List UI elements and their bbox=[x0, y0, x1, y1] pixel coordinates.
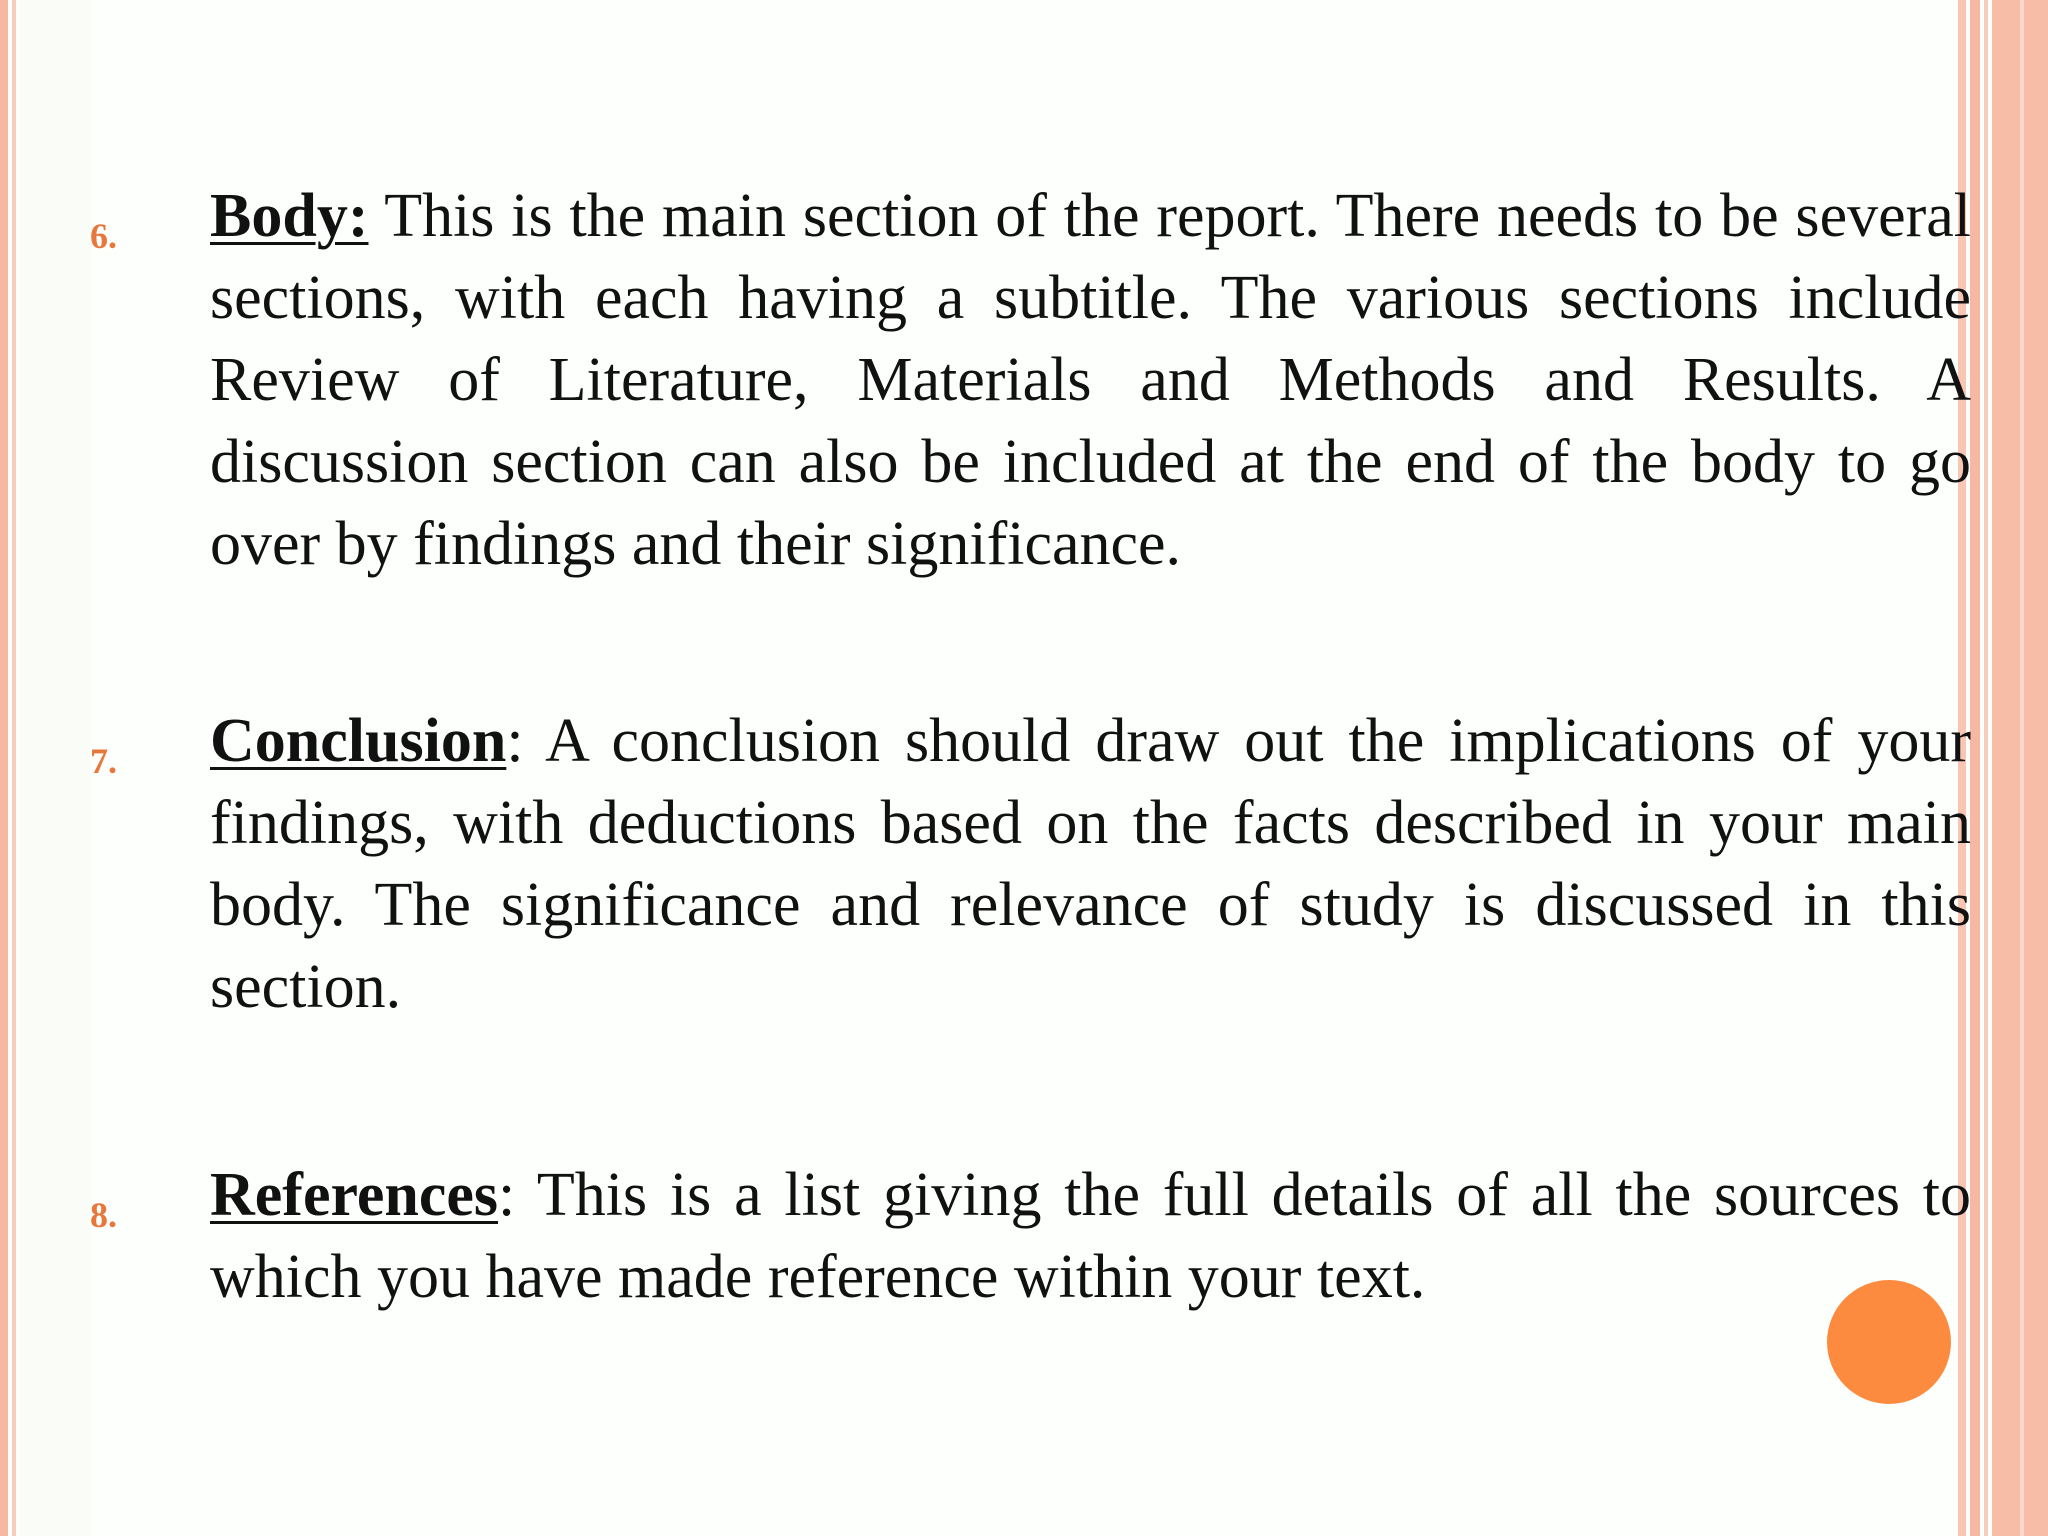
left-border-stripe bbox=[0, 0, 8, 1536]
list-item-conclusion bbox=[90, 700, 1971, 1028]
left-margin-band bbox=[20, 0, 90, 1536]
list-item-text bbox=[210, 700, 1971, 1028]
list-item-text bbox=[210, 175, 1971, 585]
decorative-orange-circle bbox=[1827, 1280, 1951, 1404]
list-number: 8. bbox=[90, 1195, 117, 1235]
term-body: Body: bbox=[210, 182, 369, 250]
list-number: 7. bbox=[90, 741, 117, 781]
right-border-highlight bbox=[2020, 0, 2024, 1536]
description-references: : This is a list giving the full details of all the sources to which you have made reference within your text. bbox=[210, 1161, 1971, 1311]
list-number: 6. bbox=[90, 216, 117, 256]
description-conclusion: : A conclusion should draw out the implications of your findings, with deductions based on the facts described in your main body. The significance and relevance of study is discussed in this section. bbox=[210, 707, 1971, 1021]
list-item-body bbox=[90, 175, 1971, 585]
left-border-stripe-thin bbox=[12, 0, 16, 1536]
right-border-stripe-light bbox=[1984, 0, 1988, 1536]
term-references: References bbox=[210, 1161, 499, 1229]
description-body: This is the main section of the report. There needs to be several sections, with each having a subtitle. The various sections include Review of Literature, Materials and Methods and Results. A discussion section can also be included at the end of the body to go over by findings and their significance. bbox=[210, 182, 1971, 578]
term-conclusion: Conclusion bbox=[210, 707, 507, 775]
list-item-references bbox=[90, 1154, 1971, 1318]
list-item-text bbox=[210, 1154, 1971, 1318]
right-border-stripe bbox=[1970, 0, 1980, 1536]
